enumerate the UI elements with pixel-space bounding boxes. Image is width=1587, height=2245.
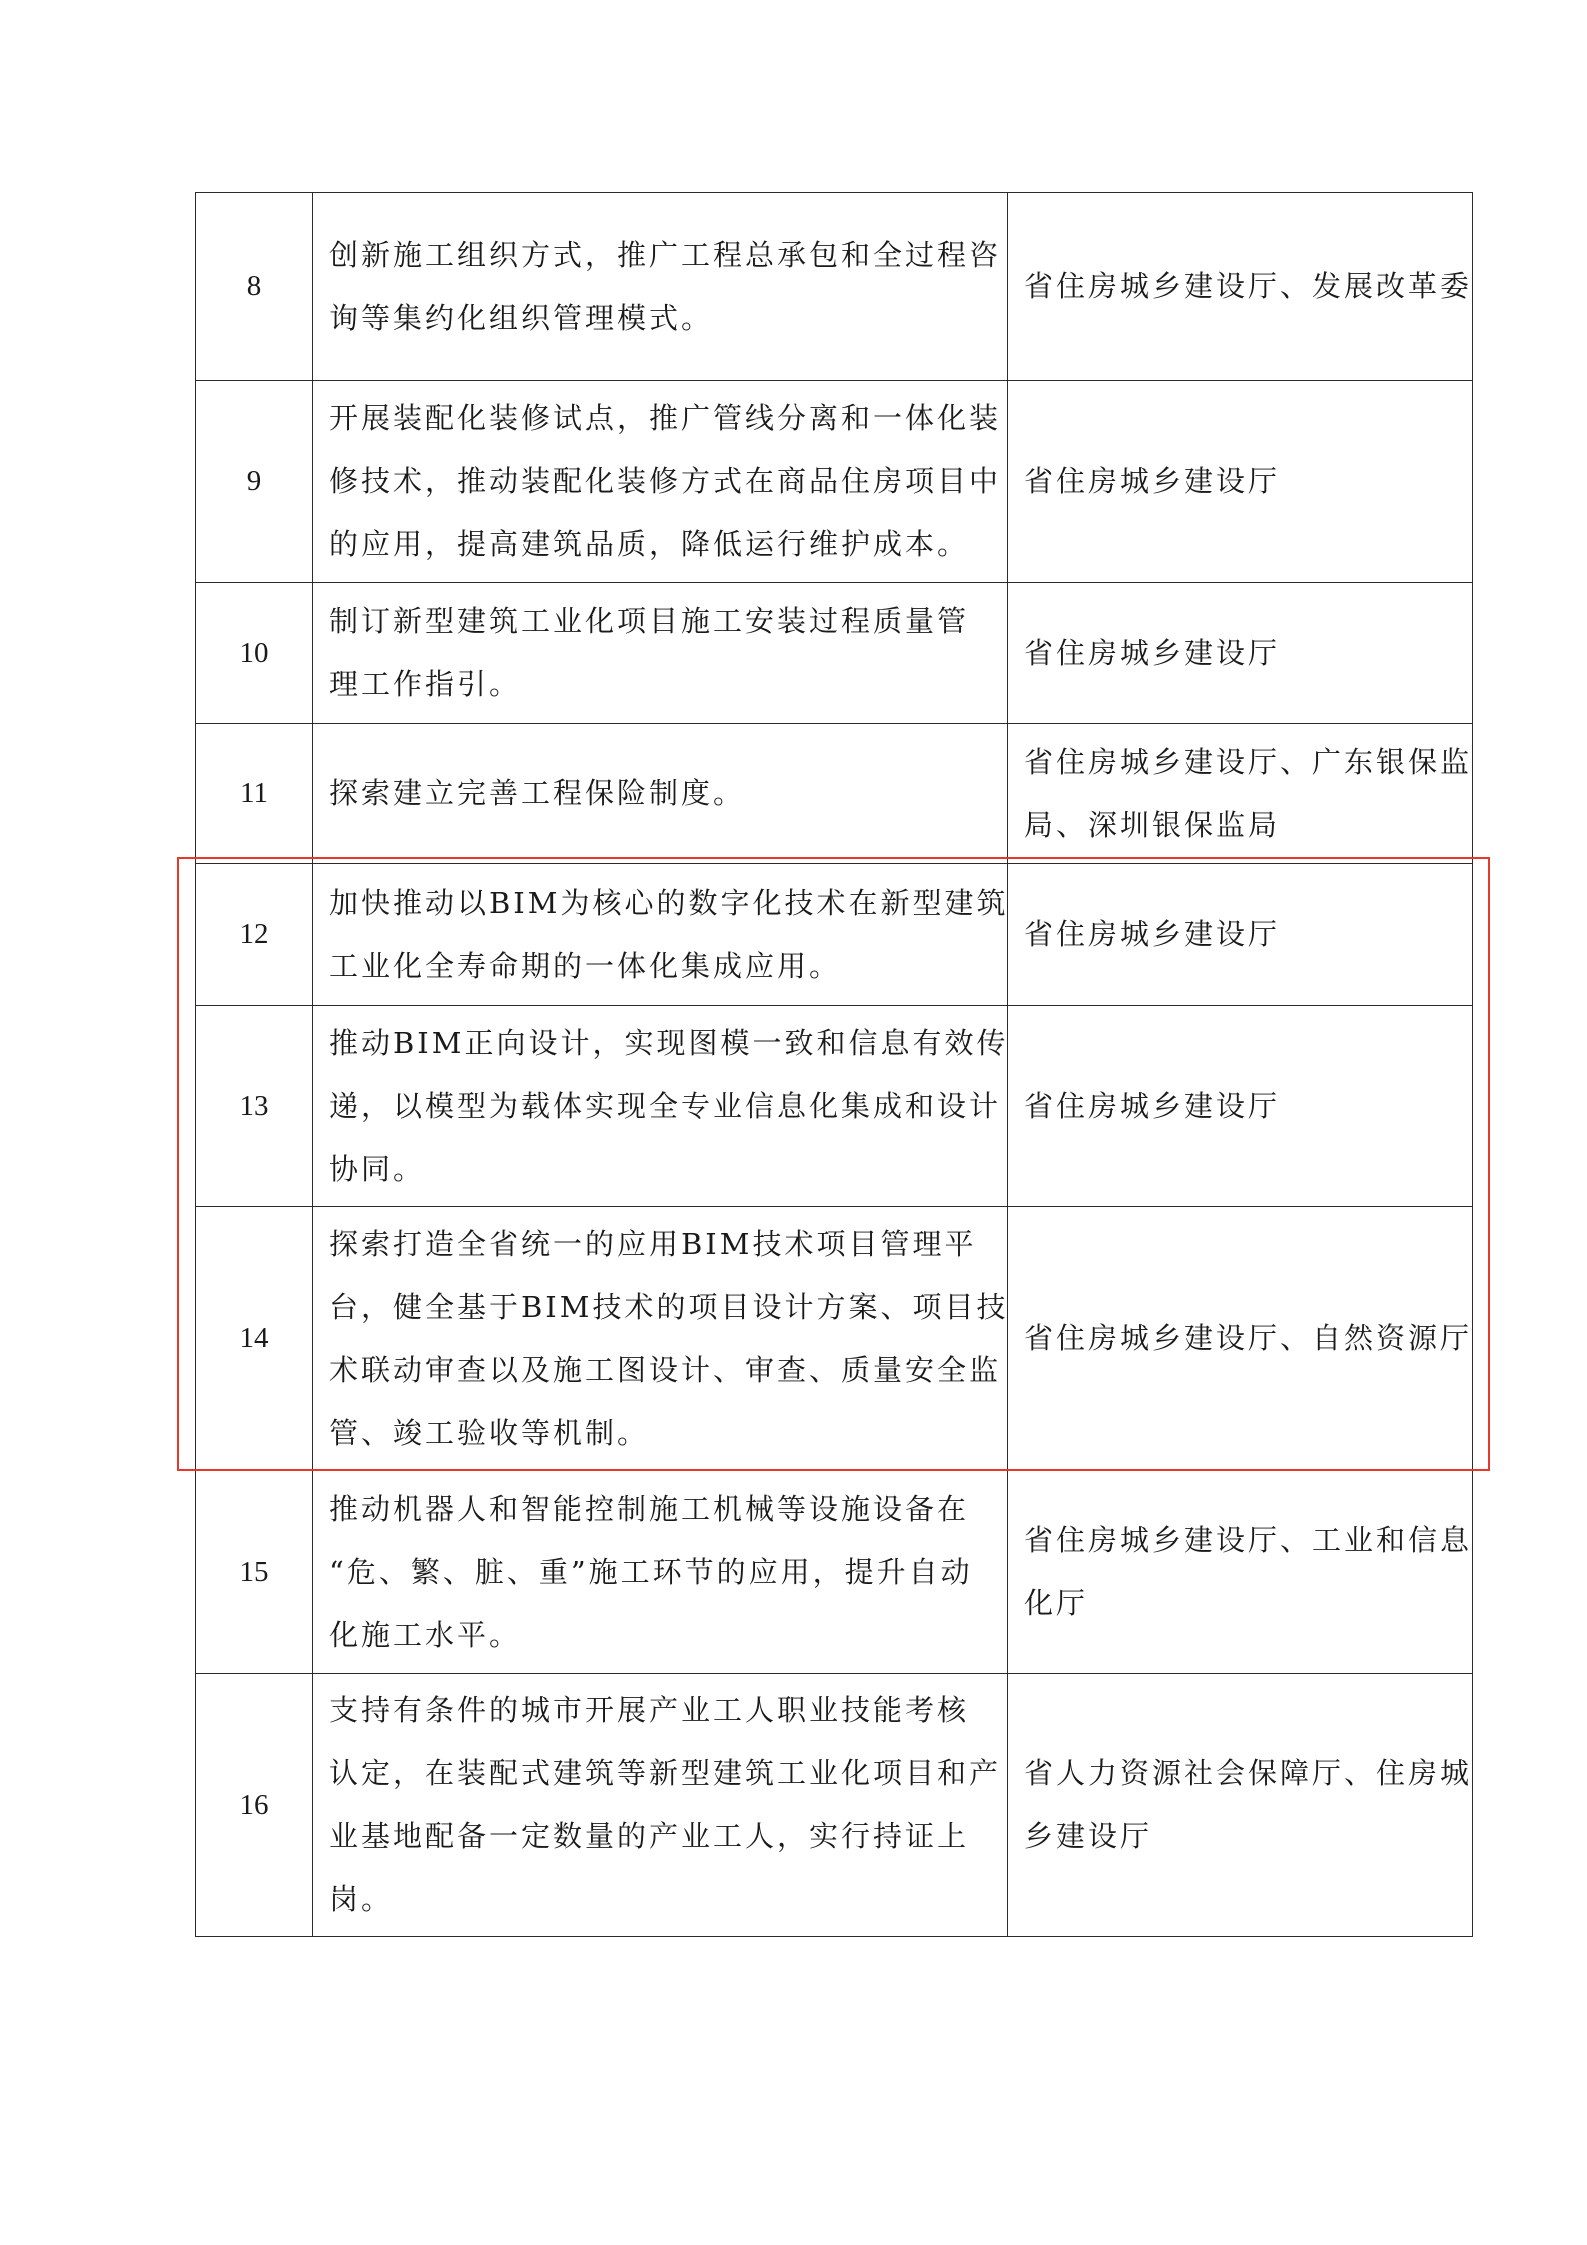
table-row	[196, 724, 1473, 864]
task-line: 认定，在装配式建筑等新型建筑工业化项目和产	[329, 1756, 1002, 1790]
task-line: 探索建立完善工程保险制度。	[329, 776, 746, 810]
table-row	[196, 864, 1473, 1006]
dept-line: 省住房城乡建设厅	[1024, 635, 1281, 670]
table-row	[196, 1207, 1473, 1471]
task-line: 化施工水平。	[329, 1617, 522, 1652]
task-line: “危、繁、脏、重”施工环节的应用，提升自动	[329, 1554, 973, 1589]
row-number: 12	[196, 864, 313, 1006]
table-row	[196, 1674, 1473, 1937]
task-description	[313, 1006, 1008, 1207]
task-line: 创新施工组织方式，推广工程总承包和全过程咨	[329, 237, 1002, 272]
task-line: 岗。	[329, 1882, 394, 1916]
task-line: 推动机器人和智能控制施工机械等设施设备在	[329, 1491, 970, 1526]
responsible-department	[1008, 1207, 1473, 1471]
row-number: 13	[196, 1006, 313, 1207]
row-number: 9	[196, 381, 313, 583]
task-line: 制订新型建筑工业化项目施工安装过程质量管	[329, 604, 970, 638]
responsible-department	[1008, 724, 1473, 864]
responsible-department	[1008, 1471, 1473, 1674]
row-number: 14	[196, 1207, 313, 1471]
responsible-department	[1008, 1006, 1473, 1207]
dept-line: 省住房城乡建设厅、工业和信息	[1024, 1523, 1473, 1557]
task-line: 开展装配化装修试点，推广管线分离和一体化装	[329, 401, 1002, 435]
task-line: 理工作指引。	[329, 667, 522, 701]
dept-line: 局、深圳银保监局	[1024, 807, 1281, 842]
task-line: 业基地配备一定数量的产业工人，实行持证上	[329, 1819, 970, 1853]
dept-line: 省住房城乡建设厅	[1024, 464, 1281, 498]
task-description	[313, 724, 1008, 864]
task-line: 修技术，推动装配化装修方式在商品住房项目中	[329, 464, 1002, 498]
task-description	[313, 1674, 1008, 1937]
dept-line: 省住房城乡建设厅	[1024, 1088, 1281, 1123]
task-line: 协同。	[329, 1151, 426, 1186]
responsible-department	[1008, 1674, 1473, 1937]
row-number: 11	[196, 724, 313, 864]
dept-line: 省人力资源社会保障厅、住房城	[1024, 1756, 1473, 1790]
table-row	[196, 1471, 1473, 1674]
task-table-body	[196, 193, 1473, 1937]
dept-line: 化厅	[1024, 1586, 1089, 1620]
dept-line: 省住房城乡建设厅	[1024, 917, 1281, 951]
row-number: 8	[196, 193, 313, 381]
task-description	[313, 864, 1008, 1006]
responsible-department	[1008, 583, 1473, 724]
task-line: 的应用，提高建筑品质，降低运行维护成本。	[329, 527, 970, 561]
task-line: 管、竣工验收等机制。	[329, 1415, 650, 1450]
task-line: 递，以模型为载体实现全专业信息化集成和设计	[329, 1088, 1002, 1123]
dept-line: 省住房城乡建设厅、发展改革委	[1024, 269, 1473, 303]
row-number: 16	[196, 1674, 313, 1937]
responsible-department	[1008, 193, 1473, 381]
task-line: 推动BIM正向设计，实现图模一致和信息有效传	[329, 1025, 1009, 1060]
table-row	[196, 583, 1473, 724]
dept-line: 乡建设厅	[1024, 1819, 1153, 1853]
task-description	[313, 381, 1008, 583]
dept-line: 省住房城乡建设厅、广东银保监	[1024, 744, 1473, 779]
task-table	[195, 192, 1473, 1937]
responsible-department	[1008, 864, 1473, 1006]
task-line: 加快推动以BIM为核心的数字化技术在新型建筑	[329, 885, 1009, 920]
task-line: 探索打造全省统一的应用BIM技术项目管理平	[329, 1226, 977, 1261]
table-row	[196, 193, 1473, 381]
task-description	[313, 583, 1008, 724]
responsible-department	[1008, 381, 1473, 583]
task-line: 术联动审查以及施工图设计、审查、质量安全监	[329, 1352, 1002, 1387]
task-description	[313, 1471, 1008, 1674]
table-row	[196, 1006, 1473, 1207]
task-line: 询等集约化组织管理模式。	[329, 300, 714, 335]
table-row	[196, 381, 1473, 583]
row-number: 10	[196, 583, 313, 724]
dept-line: 省住房城乡建设厅、自然资源厅	[1024, 1321, 1473, 1355]
task-line: 台，健全基于BIM技术的项目设计方案、项目技	[329, 1289, 1009, 1324]
task-description	[313, 193, 1008, 381]
task-line: 工业化全寿命期的一体化集成应用。	[329, 948, 842, 983]
task-line: 支持有条件的城市开展产业工人职业技能考核	[329, 1693, 970, 1727]
row-number: 15	[196, 1471, 313, 1674]
task-description	[313, 1207, 1008, 1471]
